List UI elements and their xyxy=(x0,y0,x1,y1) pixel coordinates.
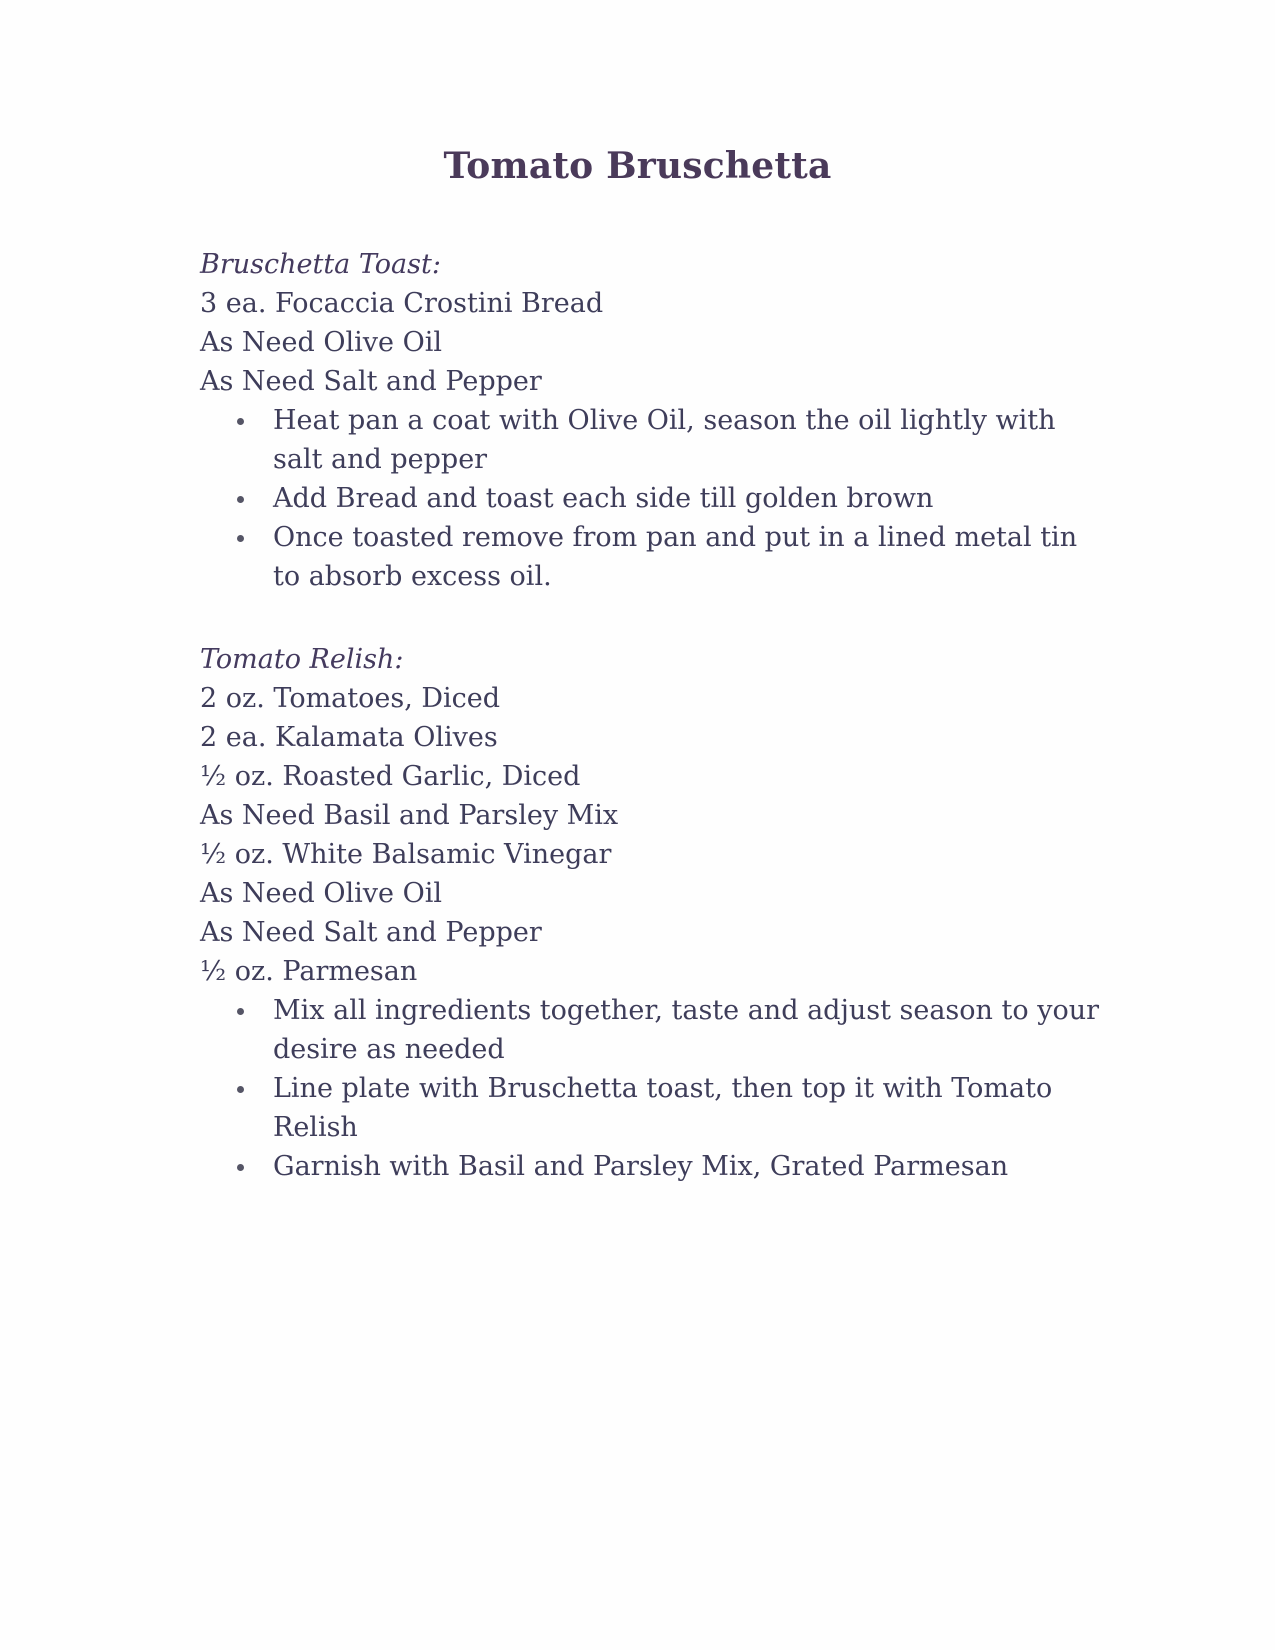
instruction-list xyxy=(200,991,1100,1186)
ingredient-line: 2 oz. Tomatoes, Diced xyxy=(200,683,501,714)
tomato-relish-section xyxy=(200,640,1100,1186)
ingredient-line: As Need Salt and Pepper xyxy=(200,366,542,397)
bullet-icon xyxy=(237,535,244,542)
bullet-icon xyxy=(237,418,244,425)
ingredient-line: ½ oz. Roasted Garlic, Diced xyxy=(200,761,581,792)
bullet-icon xyxy=(237,496,244,503)
ingredient-line: ½ oz. Parmesan xyxy=(200,956,418,987)
ingredient-line: As Need Olive Oil xyxy=(200,327,443,358)
ingredient-line: As Need Basil and Parsley Mix xyxy=(200,800,619,831)
section-heading: Bruschetta Toast: xyxy=(200,249,441,280)
ingredient-line: As Need Salt and Pepper xyxy=(200,917,542,948)
recipe-title: Tomato Bruschetta xyxy=(443,145,832,187)
instruction-list xyxy=(200,401,1100,596)
section-heading: Tomato Relish: xyxy=(200,644,404,675)
ingredient-line: 2 ea. Kalamata Olives xyxy=(200,722,498,753)
instruction-text: Garnish with Basil and Parsley Mix, Grated Parmesan xyxy=(273,1151,1009,1182)
bruschetta-toast-section xyxy=(200,245,1100,596)
bullet-icon xyxy=(237,1086,244,1093)
instruction-text: Mix all ingredients together, taste and adjust season to your desire as needed xyxy=(273,995,1100,1065)
instruction-item xyxy=(273,479,1100,518)
ingredient-line: As Need Olive Oil xyxy=(200,878,443,909)
instruction-text: Heat pan a coat with Olive Oil, season the oil lightly with salt and pepper xyxy=(273,405,1056,475)
bullet-icon xyxy=(237,1008,244,1015)
bullet-icon xyxy=(237,1164,244,1171)
ingredient-line: 3 ea. Focaccia Crostini Bread xyxy=(200,288,604,319)
instruction-item xyxy=(273,518,1100,596)
instruction-text: Once toasted remove from pan and put in a lined metal tin to absorb excess oil. xyxy=(273,522,1078,592)
instruction-item xyxy=(273,1069,1100,1147)
instruction-text: Line plate with Bruschetta toast, then top it with Tomato Relish xyxy=(273,1073,1053,1143)
instruction-item xyxy=(273,401,1100,479)
instruction-item xyxy=(273,1147,1100,1186)
instruction-text: Add Bread and toast each side till golden brown xyxy=(273,483,934,514)
ingredient-line: ½ oz. White Balsamic Vinegar xyxy=(200,839,612,870)
instruction-item xyxy=(273,991,1100,1069)
